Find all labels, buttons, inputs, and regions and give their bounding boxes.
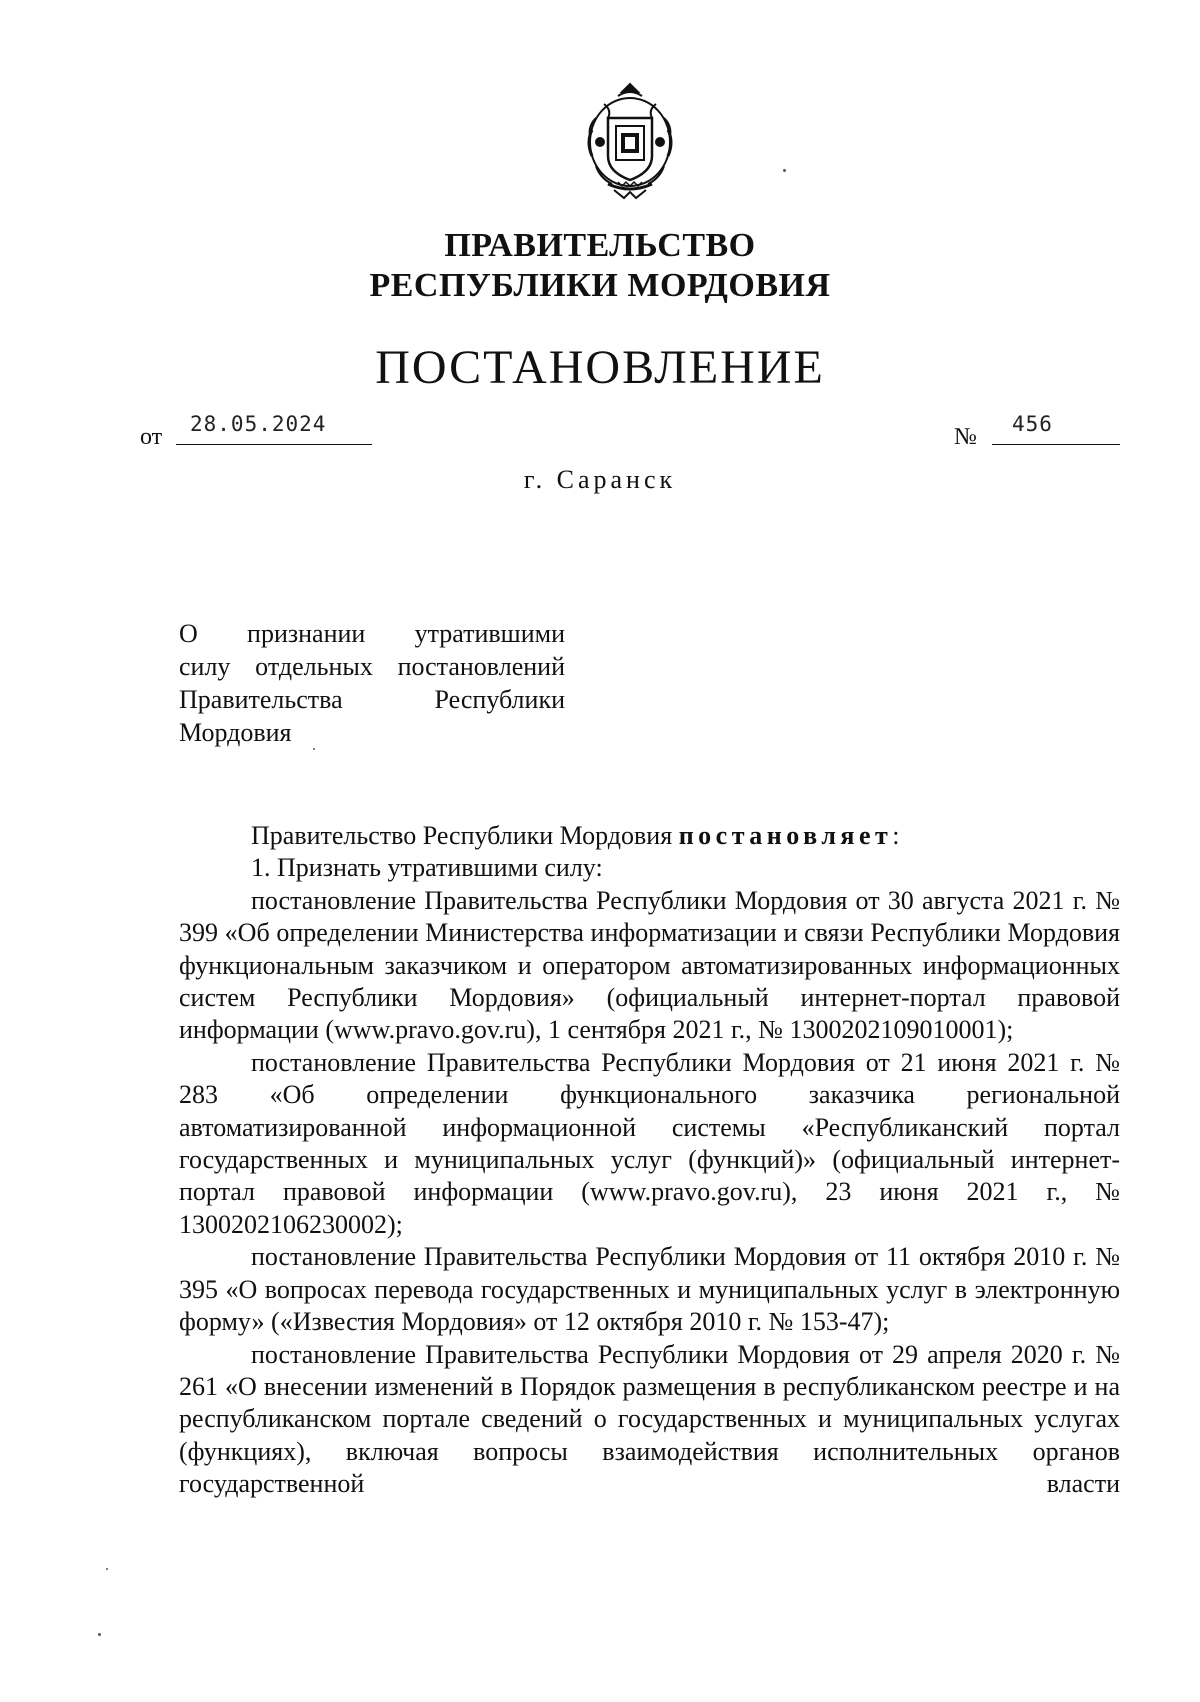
- subject-line: силу отдельных постановлений: [179, 652, 565, 681]
- date-prefix: от: [140, 424, 163, 450]
- intro-text: Правительство Республики Мордовия: [251, 821, 673, 850]
- document-type: ПОСТАНОВЛЕНИЕ: [375, 341, 825, 394]
- repealed-act-paragraph: постановление Правительства Республики Мордовия от 30 августа 2021 г. № 399 «Об определении Министерства информатизации и связи Республики Мордовия функциональным заказчиком и оператором автоматизированных информационных систем Республики Мордовия» (официальный интернет-портал правовой информации (www.pravo.gov.ru), 1 сентября 2021 г., № 1300202109010001);: [179, 885, 1120, 1045]
- date-number-row: [140, 410, 1120, 450]
- intro-paragraph: [179, 820, 1120, 852]
- subject-line: Мордовия: [179, 718, 292, 747]
- repealed-act-paragraph: постановление Правительства Республики Мордовия от 29 апреля 2020 г. № 261 «О внесении изменений в Порядок размещения в республиканском реестре и на республиканском портале сведений о государственных и муниципальных услугах (функциях), включая вопросы взаимодействия исполнительных органов государственной власти: [179, 1339, 1120, 1499]
- document-subject: [179, 617, 565, 749]
- scan-speck: [783, 169, 786, 172]
- repealed-act-paragraph: постановление Правительства Республики Мордовия от 11 октября 2010 г. № 395 «О вопросах перевода государственных и муниципальных услуг в электронную форму» («Известия Мордовия» от 12 октября 2010 г. № 153-47);: [179, 1242, 1120, 1337]
- number-field: [992, 410, 1120, 445]
- subject-line: О признании утратившими: [179, 619, 565, 648]
- coat-of-arms-emblem: [578, 82, 682, 202]
- item-1-heading: 1. Признать утратившими силу:: [251, 853, 603, 883]
- organization-name-line2: РЕСПУБЛИКИ МОРДОВИЯ: [369, 267, 831, 304]
- scan-speck: [313, 748, 315, 750]
- document-date: 28.05.2024: [190, 412, 327, 436]
- scan-speck: [98, 1633, 101, 1636]
- document-body: [179, 820, 1120, 1501]
- intro-end: :: [892, 821, 900, 850]
- repealed-act-paragraph: постановление Правительства Республики Мордовия от 21 июня 2021 г. № 283 «Об определении функционального заказчика региональной автоматизированной информационной системы «Республиканский портал государственных и муниципальных услуг (функций)» (официальный интернет-портал правовой информации (www.pravo.gov.ru), 23 июня 2021 г., № 1300202106230002);: [179, 1047, 1120, 1239]
- number-prefix: №: [954, 424, 977, 450]
- document-number: 456: [1012, 412, 1053, 436]
- organization-name-line1: ПРАВИТЕЛЬСТВО: [444, 227, 756, 264]
- city: г. Саранск: [523, 465, 677, 494]
- intro-spaced-verb: постановляет: [678, 821, 893, 850]
- date-field: [176, 410, 372, 445]
- scan-speck: [106, 1568, 108, 1570]
- subject-line: Правительства Республики: [179, 685, 565, 714]
